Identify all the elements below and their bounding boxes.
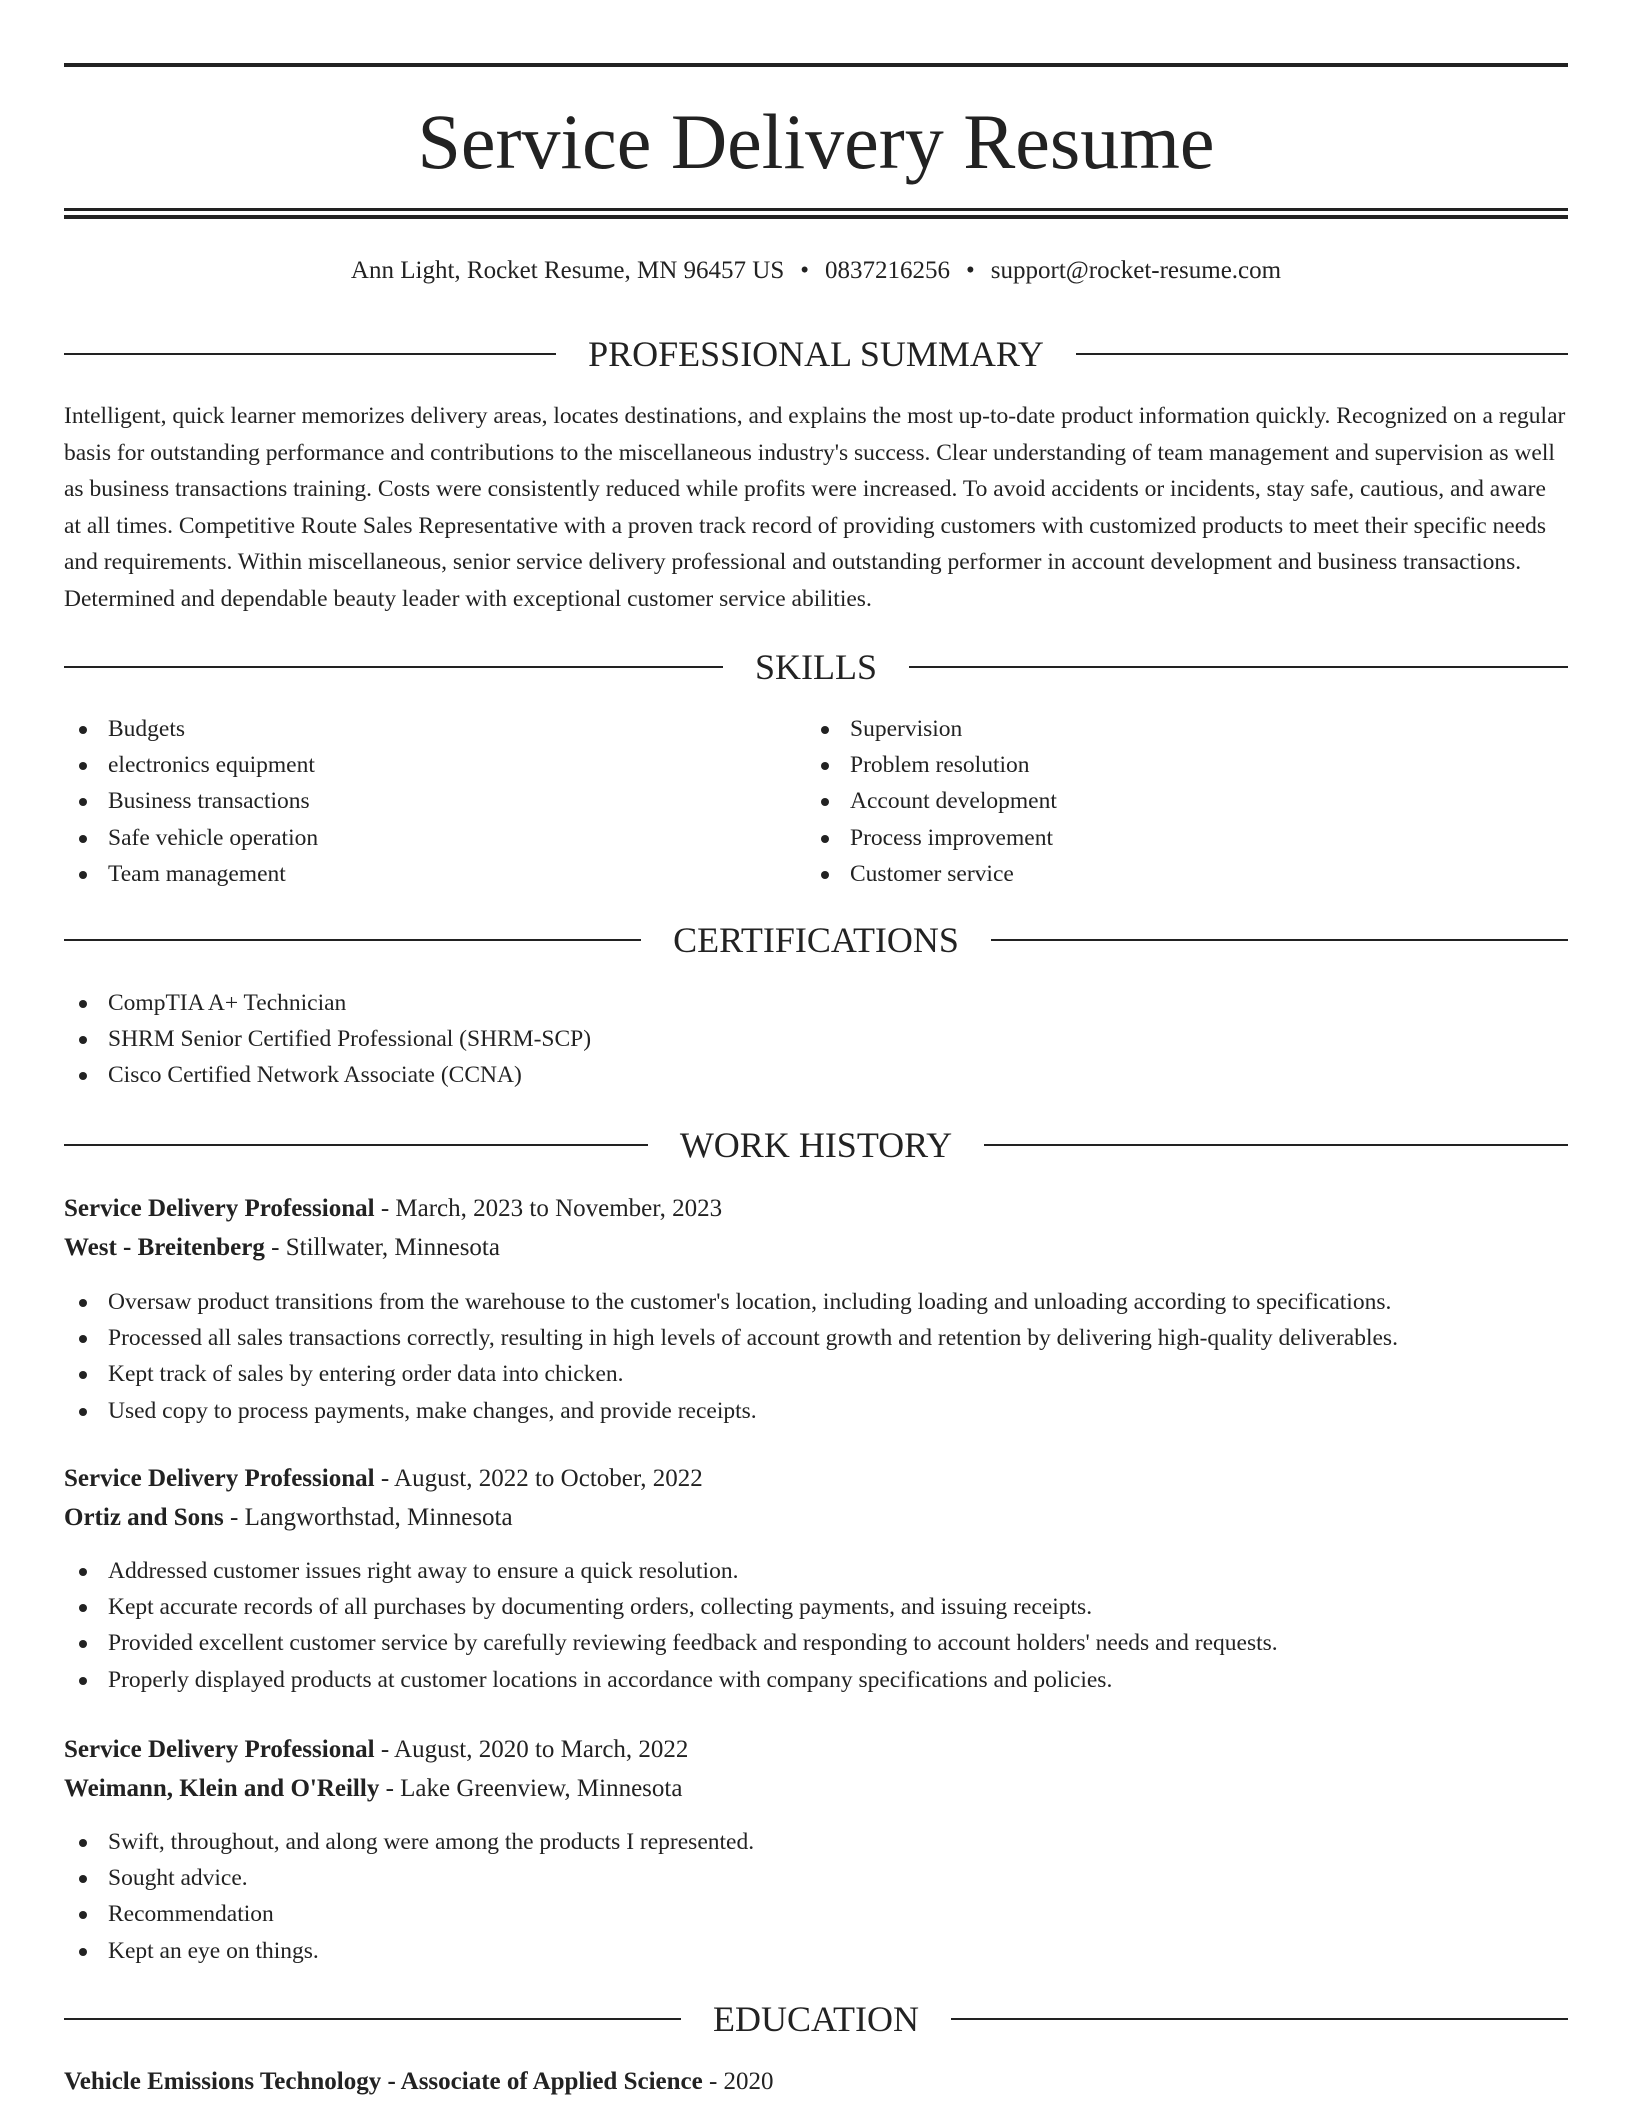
job-bullet: Swift, throughout, and along were among the products I represented. (64, 1824, 1568, 1860)
contact-email: support@rocket-resume.com (990, 257, 1282, 284)
job-dates: - August, 2020 to March, 2022 (374, 1736, 689, 1763)
section-header-summary (64, 332, 1568, 376)
job-company: West - Breitenberg (64, 1234, 265, 1261)
job-bullet: Recommendation (64, 1896, 1568, 1932)
certification-item: SHRM Senior Certified Professional (SHRM-SCP) (64, 1021, 1568, 1057)
job-company-line (64, 1770, 682, 1808)
job-bullets (64, 1284, 1568, 1429)
skill-item: Safe vehicle operation (64, 820, 804, 856)
job-location: - Langworthstad, Minnesota (223, 1504, 513, 1531)
section-title-summary: PROFESSIONAL SUMMARY (588, 334, 1044, 374)
contact-line (64, 254, 1568, 288)
job-bullet: Addressed customer issues right away to ensure a quick resolution. (64, 1553, 1568, 1589)
skill-item: Budgets (64, 711, 804, 747)
job-bullet: Kept an eye on things. (64, 1933, 1568, 1969)
skill-item: Account development (806, 783, 1546, 819)
job-bullet: Kept track of sales by entering order data into chicken. (64, 1356, 1568, 1392)
job-bullet: Sought advice. (64, 1860, 1568, 1896)
section-header-skills (64, 645, 1568, 689)
section-header-education (64, 1997, 1568, 2041)
job-bullet: Used copy to process payments, make changes, and provide receipts. (64, 1393, 1568, 1429)
section-title-certifications: CERTIFICATIONS (673, 920, 959, 960)
job-title-line (64, 1460, 703, 1498)
education-year: - 2020 (702, 2068, 774, 2095)
education-degree: Vehicle Emissions Technology - Associate of Applied Science (64, 2068, 703, 2095)
job-title: Service Delivery Professional (64, 1465, 375, 1492)
job-dates: - August, 2022 to October, 2022 (374, 1465, 703, 1492)
job-location: - Lake Greenview, Minnesota (379, 1775, 683, 1802)
job-title: Service Delivery Professional (64, 1195, 375, 1222)
resume-title: Service Delivery Resume (417, 98, 1215, 185)
job-company: Weimann, Klein and O'Reilly (64, 1775, 380, 1802)
section-title-skills: SKILLS (755, 647, 878, 687)
job-bullet: Properly displayed products at customer locations in accordance with company specifications and policies. (64, 1662, 1568, 1698)
section-rule (64, 353, 556, 355)
summary-text: Intelligent, quick learner memorizes delivery areas, locates destinations, and explains the most up-to-date product information quickly. Recognized on a regular basis for outstanding performance and contributions to the miscellaneous industry's success. Clear understanding of team management and supervision as well as business transactions training. Costs were consistently reduced while profits were increased. To avoid accidents or incidents, stay safe, cautious, and aware at all times. Competitive Route Sales Representative with a proven track record of providing customers with customized products to meet their specific needs and requirements. Within miscellaneous, senior service delivery professional and outstanding performer in account development and business transactions. Determined and dependable beauty leader with exceptional customer service abilities. (64, 403, 1566, 612)
section-rule (984, 1144, 1568, 1146)
section-rule (64, 1144, 648, 1146)
skill-item: Customer service (806, 856, 1546, 892)
job-bullet: Kept accurate records of all purchases by documenting orders, collecting payments, and issuing receipts. (64, 1589, 1568, 1625)
section-rule (64, 2018, 681, 2020)
job-company: Ortiz and Sons (64, 1504, 224, 1531)
skill-item: Team management (64, 856, 804, 892)
job-location: - Stillwater, Minnesota (264, 1234, 500, 1261)
section-rule (1076, 353, 1568, 355)
job-bullet: Processed all sales transactions correctly, resulting in high levels of account growth and retention by delivering high-quality deliverables. (64, 1320, 1568, 1356)
section-rule (991, 939, 1568, 941)
contact-separator: • (966, 257, 975, 284)
section-rule (64, 939, 641, 941)
section-rule (64, 666, 723, 668)
certification-item: CompTIA A+ Technician (64, 985, 1568, 1021)
job-bullets (64, 1824, 1568, 1969)
section-rule (909, 666, 1568, 668)
top-rule (64, 63, 1568, 67)
skill-item: Supervision (806, 711, 1546, 747)
contact-address: Ann Light, Rocket Resume, MN 96457 US (350, 257, 785, 284)
education-line (64, 2063, 774, 2101)
skills-column-left (64, 711, 804, 892)
skills-column-right (806, 711, 1546, 892)
job-company-line (64, 1499, 513, 1537)
section-header-certifications (64, 918, 1568, 962)
job-title: Service Delivery Professional (64, 1736, 375, 1763)
contact-separator: • (800, 257, 810, 284)
job-company-line (64, 1229, 500, 1267)
job-bullet: Provided excellent customer service by carefully reviewing feedback and responding to account holders' needs and requests. (64, 1625, 1568, 1661)
job-bullet: Oversaw product transitions from the warehouse to the customer's location, including loading and unloading according to specifications. (64, 1284, 1568, 1320)
job-bullets (64, 1553, 1568, 1698)
section-title-work-history: WORK HISTORY (679, 1125, 953, 1165)
job-dates: - March, 2023 to November, 2023 (374, 1195, 723, 1222)
skill-item: Business transactions (64, 783, 804, 819)
skill-item: Process improvement (806, 820, 1546, 856)
skill-item: Problem resolution (806, 747, 1546, 783)
section-header-work-history (64, 1123, 1568, 1167)
title-double-rule (64, 208, 1568, 219)
section-title-education: EDUCATION (713, 1999, 919, 2039)
contact-phone: 0837216256 (825, 257, 951, 284)
skill-item: electronics equipment (64, 747, 804, 783)
job-title-line (64, 1190, 722, 1228)
section-rule (951, 2018, 1568, 2020)
job-title-line (64, 1731, 688, 1769)
certifications-list (64, 985, 1568, 1094)
certification-item: Cisco Certified Network Associate (CCNA) (64, 1057, 1568, 1093)
